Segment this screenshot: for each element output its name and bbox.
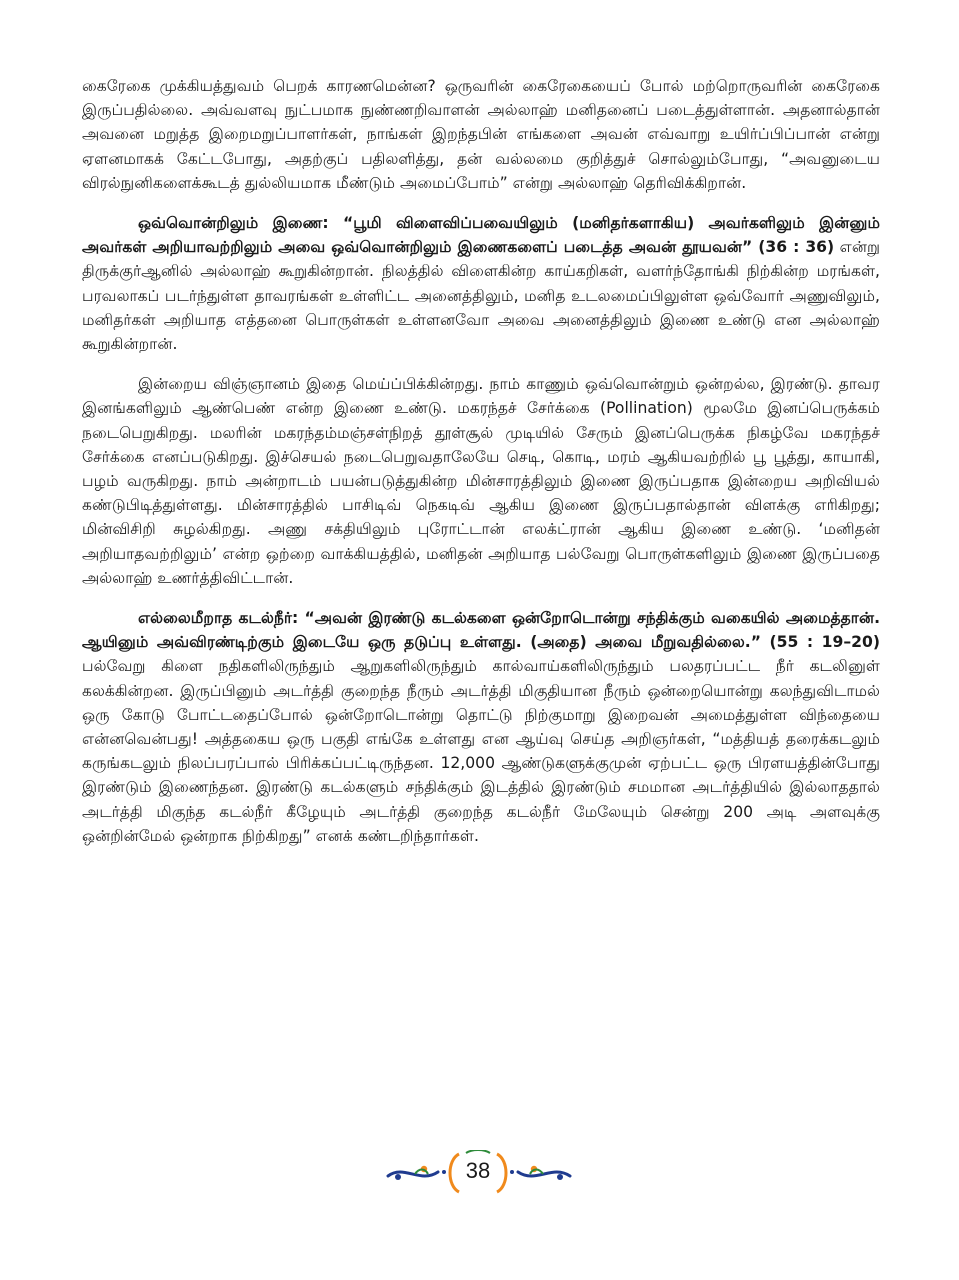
paragraph-2-text: என்று திருக்குர்ஆனில் அல்லாஹ் கூறுகின்றான். நிலத்தில் விளைகின்ற காய்கறிகள், வளர்ந்தோங்கி நிற்கின்ற மரங்கள், பரவலாகப் படர்ந்துள்ள தாவரங்கள் உள்ளிட்ட அனைத்திலும், மனித உடலமைப்பிலுள்ள ஒவ்வோர் அணுவிலும், மனிதர்கள் அறியாத எத்தனை பொருள்கள் உள்ளனவோ அவை அனைத்திலும் இணை உண்டு என அல்லாஹ் கூறுகின்றான்.: [82, 238, 880, 354]
heading-sea-water: எல்லைமீறாத கடல்நீர்:: [138, 609, 305, 628]
paragraph-3-text: இன்றைய விஞ்ஞானம் இதை மெய்ப்பிக்கின்றது. நாம் காணும் ஒவ்வொன்றும் ஒன்றல்ல, இரண்டு. தாவர இனங்களிலும் ஆண்பெண் என்ற இணை உண்டு. மகரந்தச் சேர்க்கை (Pollination) மூலமே இனப்பெருக்கம் நடைபெறுகிறது. மலரின் மகரந்தம்மஞ்சள்நிறத் தூள்சூல் முடியில் சேரும் இனப்பெருக்க நிகழ்வே மகரந்தச் சேர்க்கை எனப்படுகிறது. இச்செயல் நடைபெறுவதாலேயே செடி, கொடி, மரம் ஆகியவற்றில் பூ பூத்து, காயாகி, பழம் வருகிறது. நாம் அன்றாடம் பயன்படுத்துகின்ற மின்சாரத்திலும் இணை இருப்பதாக இன்றைய அறிவியல் கண்டுபிடித்துள்ளது. மின்சாரத்தில் பாசிடிவ் நெகடிவ் ஆகிய இணை இருப்பதால்தான் விளக்கு எரிகிறது; மின்விசிறி சுழல்கிறது. அணு சக்தியிலும் புரோட்டான் எலக்ட்ரான் ஆகிய இணை உண்டு. ‘மனிதன் அறியாதவற்றிலும்’ என்ற ஒற்றை வாக்கியத்தில், மனிதன் அறியாத பல்வேறு பொருள்களிலும் இணை இருப்பதை அல்லாஹ் உணர்த்திவிட்டான்.: [82, 375, 880, 587]
page-number: 38: [465, 1158, 491, 1183]
heading-pairs-in-everything: ஒவ்வொன்றிலும் இணை:: [138, 214, 343, 233]
paragraph-4-text: பல்வேறு கிளை நதிகளிலிருந்தும் ஆறுகளிலிருந்தும் கால்வாய்களிலிருந்தும் பலதரப்பட்ட நீர் கடலினுள் கலக்கின்றன. இருப்பினும் அடர்த்தி குறைந்த நீரும் அடர்த்தி மிகுதியான நீரும் ஒன்றையொன்று கலந்துவிடாமல் ஒரு கோடு போட்டதைப்போல் ஒன்றோடொன்று தொட்டு நிற்குமாறு இறைவன் அமைத்துள்ள விந்தையை என்னவென்பது! அத்தகைய ஒரு பகுதி எங்கே உள்ளது என ஆய்வு செய்த அறிஞர்கள், “மத்தியத் தரைக்கடலும் கருங்கடலும் நிலப்பரப்பால் பிரிக்கப்பட்டிருந்தன. 12,000 ஆண்டுகளுக்குமுன் ஏற்பட்ட ஒரு பிரளயத்தின்போது இரண்டும் இணைந்தன. இரண்டு கடல்களும் சந்திக்கும் இடத்தில் இரண்டும் சமமான அடர்த்தியில் இல்லாததால் அடர்த்தி மிகுந்த கடல்நீர் கீழேயும் அடர்த்தி குறைந்த கடல்நீர் மேலேயும் சென்று 200 அடி அளவுக்கு ஒன்றின்மேல் ஒன்றாக நிற்கிறது” எனக் கண்டறிந்தார்கள்.: [82, 657, 880, 845]
quran-quote-55-19-20: “அவன் இரண்டு கடல்களை ஒன்றோடொன்று சந்திக்கும் வகையில் அமைத்தான். ஆயினும் அவ்விரண்டிற்கும் இடையே ஒரு தடுப்பு உள்ளது. (அதை) அவை மீறுவதில்லை.” (55 : 19–20): [82, 609, 881, 652]
paragraph-1: [82, 74, 880, 195]
right-flourish-icon: [510, 1166, 570, 1180]
left-flourish-icon: [388, 1166, 446, 1180]
paragraph-2: [82, 211, 880, 356]
paragraph-1-text: கைரேகை முக்கியத்துவம் பெறக் காரணமென்ன? ஒருவரின் கைரேகையைப் போல் மற்றொருவரின் கைரேகை இருப்பதில்லை. அவ்வளவு நுட்பமாக நுண்ணறிவாளன் அல்லாஹ் மனிதனைப் படைத்துள்ளான். அதனால்தான் அவனை மறுத்த இறைமறுப்பாளர்கள், நாங்கள் இறந்தபின் எங்களை அவன் எவ்வாறு உயிர்ப்பிப்பான் என்று ஏளனமாகக் கேட்டபோது, அதற்குப் பதிலளித்து, தன் வல்லமை குறித்துச் சொல்லும்போது, “அவனுடைய விரல்நுனிகளைக்கூடத் துல்லியமாக மீண்டும் அமைப்போம்” என்று அல்லாஹ் தெரிவிக்கிறான்.: [82, 77, 880, 192]
paragraph-3: [82, 372, 880, 590]
quran-quote-36-36: “பூமி விளைவிப்பவையிலும் (மனிதர்களாகிய) அவர்களிலும் இன்னும் அவர்கள் அறியாவற்றிலும் அவை ஒவ்வொன்றிலும் இணைகளைப் படைத்த அவன் தூயவன்” (36 : 36): [82, 214, 880, 257]
paragraph-4: [82, 606, 880, 848]
page-body: [82, 74, 880, 864]
